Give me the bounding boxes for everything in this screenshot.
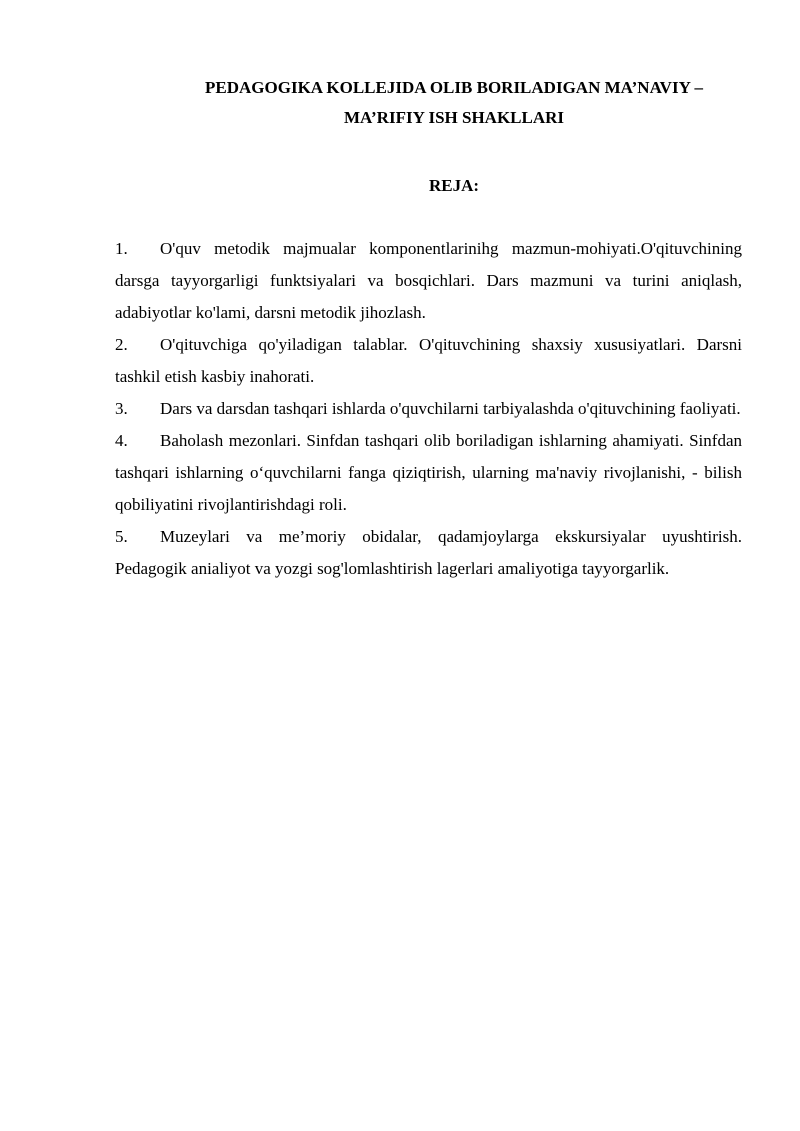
document-title: [140, 73, 768, 133]
plan-item: [115, 521, 742, 585]
document-title-line-1: PEDAGOGIKA KOLLEJIDA OLIB BORILADIGAN MA’NAVIY –: [205, 78, 703, 97]
document-title-line-2: MA’RIFIY ISH SHAKLLARI: [343, 108, 565, 127]
plan-item-number: 3.: [115, 399, 128, 418]
plan-item-number: 2.: [115, 335, 128, 354]
plan-item: [115, 425, 742, 521]
plan-item-text: O'quv metodik majmualar komponentlarinihg mazmun-mohiyati.O'qituvchining darsga tayyorgarligi funktsiyalari va bosqichlari. Dars mazmuni va turini aniqlash, adabiyotlar ko'lami, darsni metodik jihozlash.: [115, 239, 742, 322]
plan-item-number: 1.: [115, 239, 128, 258]
plan-item-text: Muzeylari va me’moriy obidalar, qadamjoylarga ekskursiyalar uyushtirish. Pedagogik anialiyot va yozgi sog'lomlashtirish lagerlari amaliyotiga tayyorgarlik.: [115, 527, 742, 578]
plan-list: [115, 233, 742, 585]
plan-item-text: O'qituvchiga qo'yiladigan talablar. O'qituvchining shaxsiy xususiyatlari. Darsni tashkil etish kasbiy inahorati.: [115, 335, 742, 386]
plan-item-text: Dars va darsdan tashqari ishlarda o'quvchilarni tarbiyalashda o'qituvchining faoliyati.: [160, 399, 741, 418]
plan-item-number: 5.: [115, 527, 128, 546]
plan-heading: REJA:: [428, 176, 480, 195]
plan-item: [115, 329, 742, 393]
plan-item: [115, 233, 742, 329]
plan-item: [115, 393, 742, 425]
plan-item-text: Baholash mezonlari. Sinfdan tashqari olib boriladigan ishlarning ahamiyati. Sinfdan tashqari ishlarning o‘quvchilarni fanga qiziqtirish, ularning ma'naviy rivojlanishi, - bilish qobiliyatini rivojlantirishdagi roli.: [115, 431, 742, 514]
plan-item-number: 4.: [115, 431, 128, 450]
